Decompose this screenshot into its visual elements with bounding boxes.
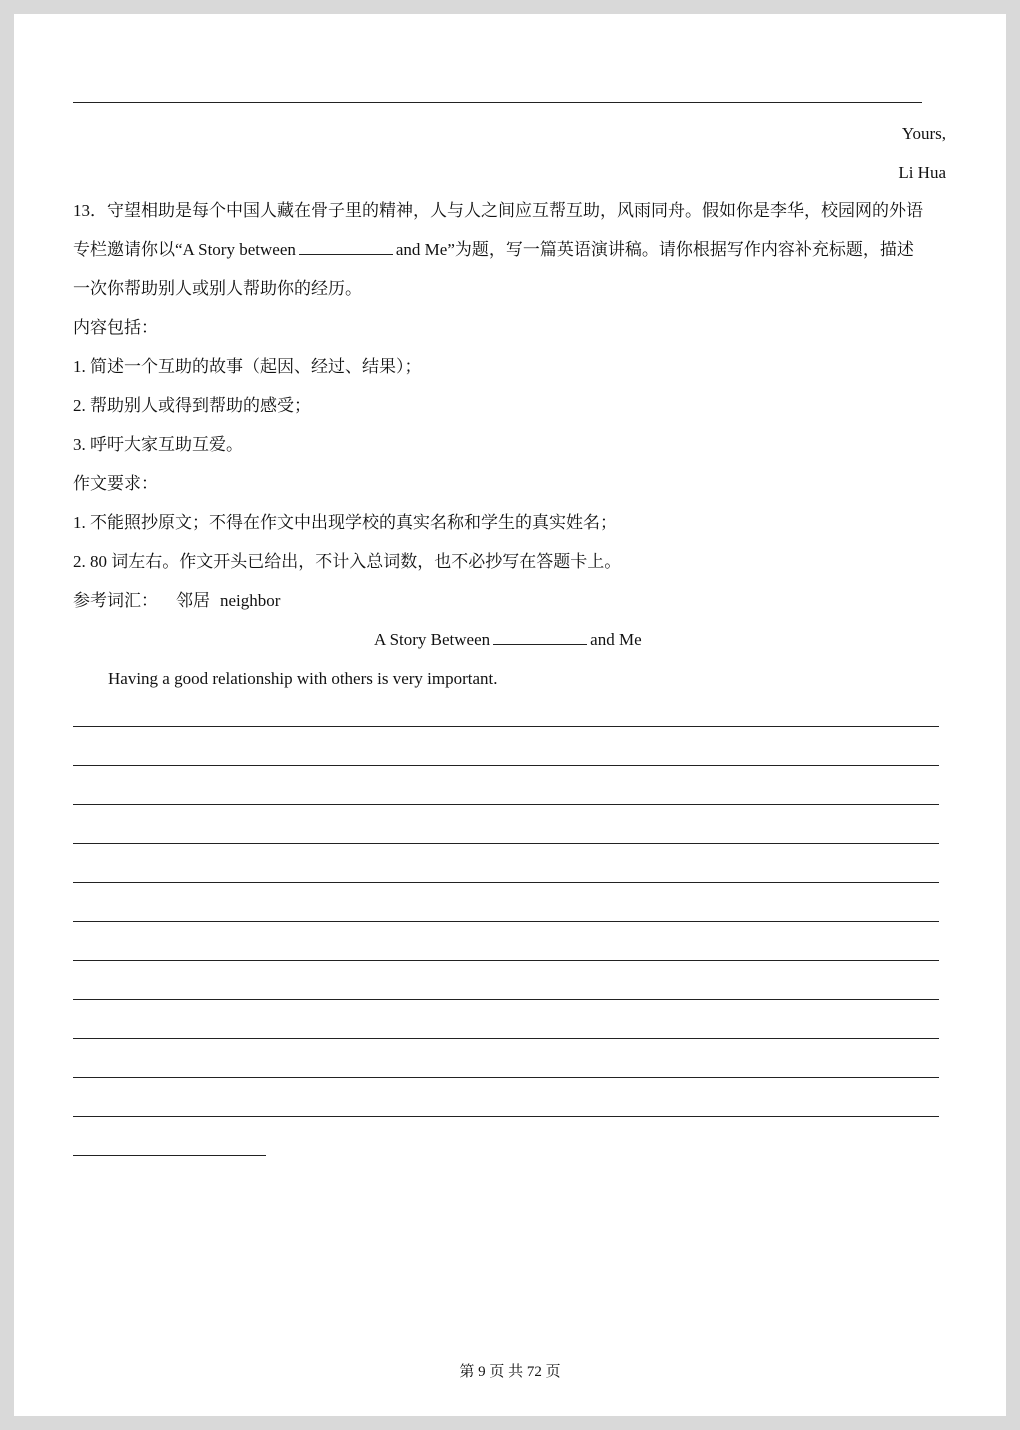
title-blank: [299, 238, 393, 255]
writing-line: [73, 804, 939, 805]
question-line-1: 13．守望相助是每个中国人藏在骨子里的精神，人与人之间应互帮互助，风雨同舟。假如你是李华，校园网的外语: [73, 201, 923, 220]
question-number: 13．: [73, 201, 107, 220]
writing-line: [73, 882, 939, 883]
writing-line: [73, 999, 939, 1000]
content-item-2: 2. 帮助别人或得到帮助的感受；: [73, 396, 311, 415]
writing-line: [73, 1077, 939, 1078]
essay-title-blank: [493, 628, 587, 645]
requirements-heading: 作文要求：: [73, 474, 158, 493]
writing-line: [73, 1116, 939, 1117]
essay-title: A Story Between and Me: [374, 630, 642, 649]
question-line-2: 专栏邀请你以“A Story between and Me”为题，写一篇英语演讲稿。请你根据写作内容补充标题，描述: [73, 240, 914, 259]
writing-line-short: [73, 1155, 266, 1156]
letter-closing: Yours,: [901, 124, 946, 143]
writing-line: [73, 843, 939, 844]
requirement-item-1: 1. 不能照抄原文；不得在作文中出现学校的真实名称和学生的真实姓名；: [73, 513, 617, 532]
question-line-3: 一次你帮助别人或别人帮助你的经历。: [73, 279, 362, 298]
writing-line: [73, 921, 939, 922]
vocab-english: neighbor: [220, 591, 281, 610]
content-item-1: 1. 简述一个互助的故事（起因、经过、结果）；: [73, 357, 422, 376]
writing-line: [73, 726, 939, 727]
writing-line: [73, 765, 939, 766]
vocabulary-line: 参考词汇： 邻居 neighbor: [73, 591, 281, 610]
writing-line: [73, 960, 939, 961]
letter-signature: Li Hua: [898, 163, 946, 182]
document-page: [14, 14, 1006, 1416]
requirement-item-2: 2. 80 词左右。作文开头已给出，不计入总词数，也不必抄写在答题卡上。: [73, 552, 622, 571]
essay-opening: Having a good relationship with others is very important.: [108, 669, 498, 688]
answer-line-top: [73, 102, 922, 103]
page-footer: 第 9 页 共 72 页: [459, 1364, 561, 1380]
content-item-3: 3. 呼吁大家互助互爱。: [73, 435, 243, 454]
writing-line: [73, 1038, 939, 1039]
vocab-chinese: 邻居: [176, 591, 210, 610]
content-heading: 内容包括：: [73, 318, 158, 337]
